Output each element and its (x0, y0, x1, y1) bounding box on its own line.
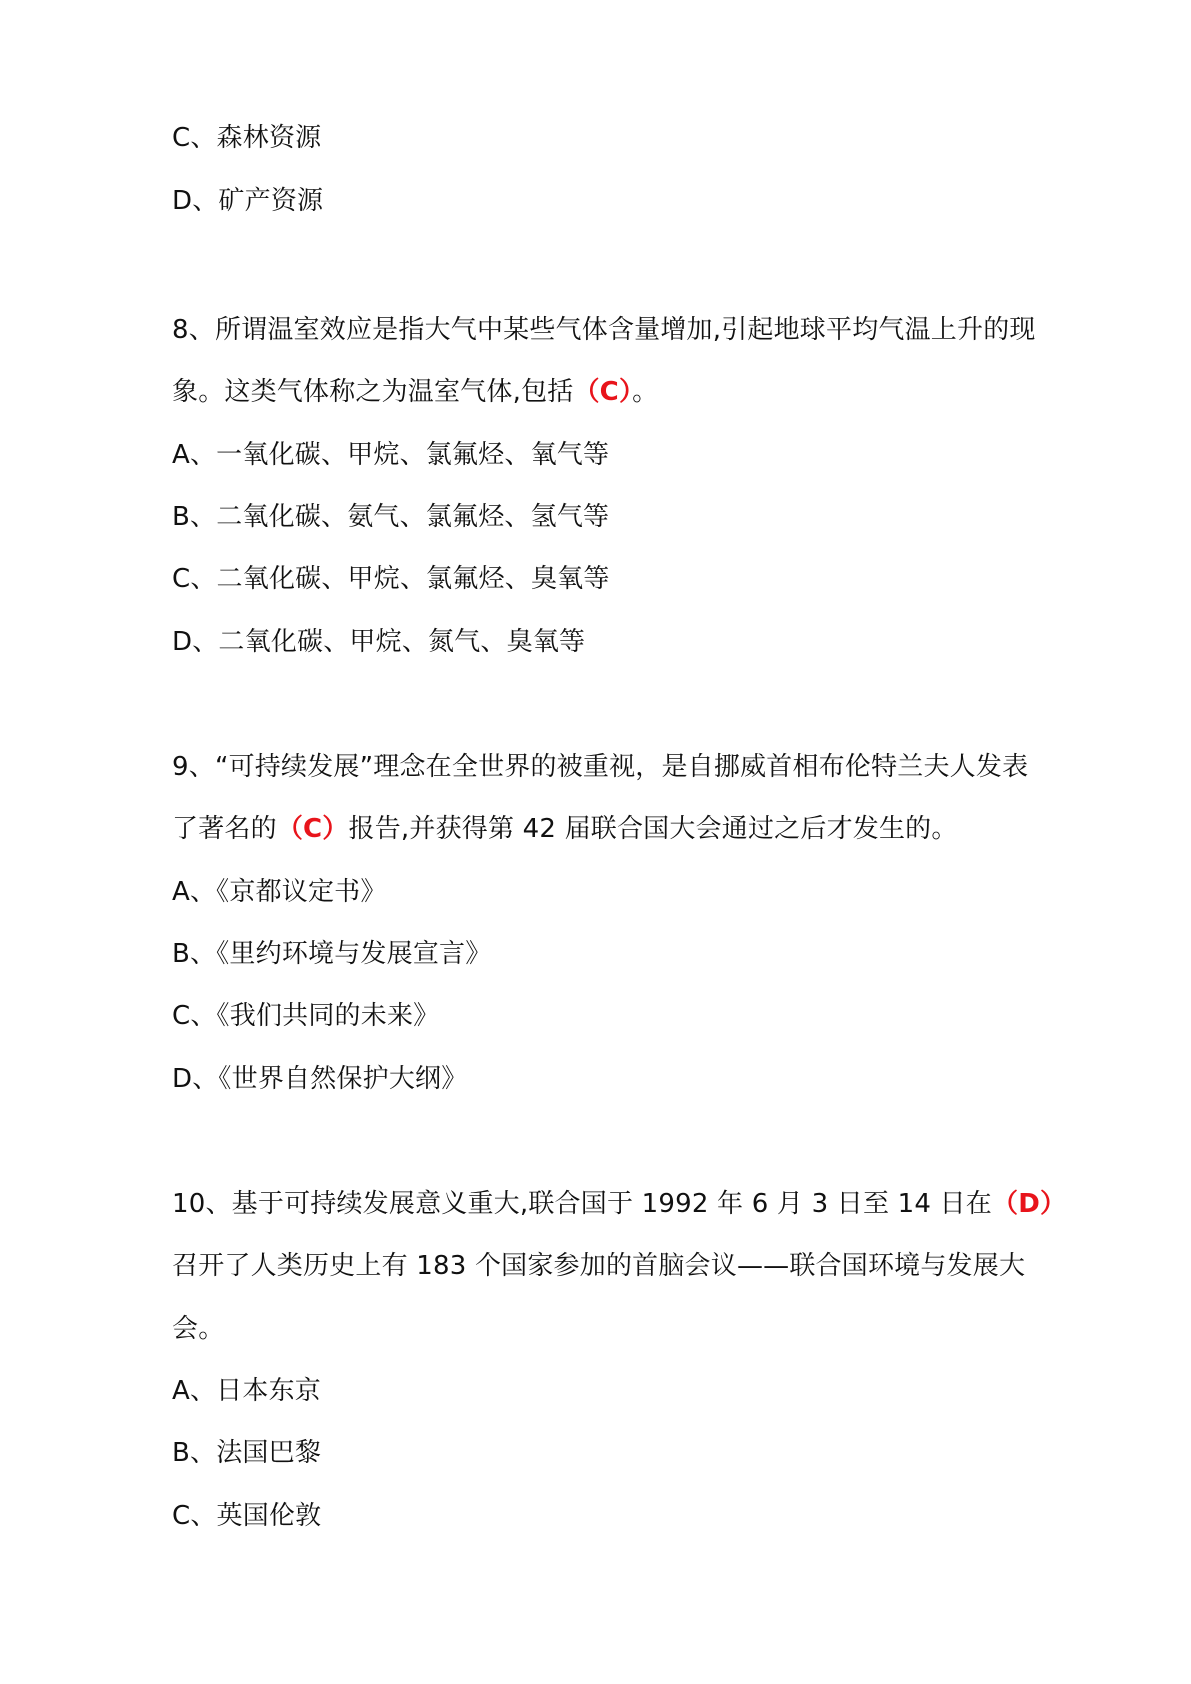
q8-option-b: B、二氧化碳、氨气、氯氟烃、氢气等 (172, 502, 610, 532)
q10-answer: （D） (992, 1189, 1067, 1219)
q9-option-d: D、《世界自然保护大纲》 (172, 1064, 468, 1094)
q10-option-c: C、英国伦敦 (172, 1501, 322, 1531)
q9-option-c: C、《我们共同的未来》 (172, 1001, 440, 1031)
q7-option-c: C、森林资源 (172, 123, 322, 153)
q8-option-a: A、一氧化碳、甲烷、氯氟烃、氧气等 (172, 440, 610, 470)
q9-answer: （C） (276, 814, 349, 844)
q8-question-line1: 8、所谓温室效应是指大气中某些气体含量增加,引起地球平均气温上升的现 (172, 315, 1036, 345)
q9-question-end: 报告,并获得第 42 届联合国大会通过之后才发生的。 (348, 814, 958, 844)
q10-option-a: A、日本东京 (172, 1376, 321, 1406)
q10-question-line1 (172, 1186, 1092, 1222)
q10-question-line3: 会。 (172, 1314, 225, 1344)
q8-question-text: 象。这类气体称之为温室气体,包括 (172, 377, 574, 407)
q8-question-end: 。 (632, 377, 659, 407)
q8-question-line2 (172, 374, 1092, 410)
q7-option-d: D、矿产资源 (172, 186, 324, 216)
q9-question-line1: 9、“可持续发展”理念在全世界的被重视，是自挪威首相布伦特兰夫人发表 (172, 752, 1029, 782)
q9-option-a: A、《京都议定书》 (172, 877, 387, 907)
q9-question-text: 了著名的 (172, 814, 277, 844)
q9-question-line2 (172, 811, 1092, 847)
q8-answer: （C） (573, 377, 633, 407)
q8-option-d: D、二氧化碳、甲烷、氮气、臭氧等 (172, 627, 586, 657)
q9-option-b: B、《里约环境与发展宣言》 (172, 939, 492, 969)
q10-question-line2: 召开了人类历史上有 183 个国家参加的首脑会议——联合国环境与发展大 (172, 1251, 1026, 1281)
q8-option-c: C、二氧化碳、甲烷、氯氟烃、臭氧等 (172, 564, 610, 594)
q10-question-text: 10、基于可持续发展意义重大,联合国于 1992 年 6 月 3 日至 14 日在 (172, 1189, 993, 1219)
q10-option-b: B、法国巴黎 (172, 1438, 322, 1468)
